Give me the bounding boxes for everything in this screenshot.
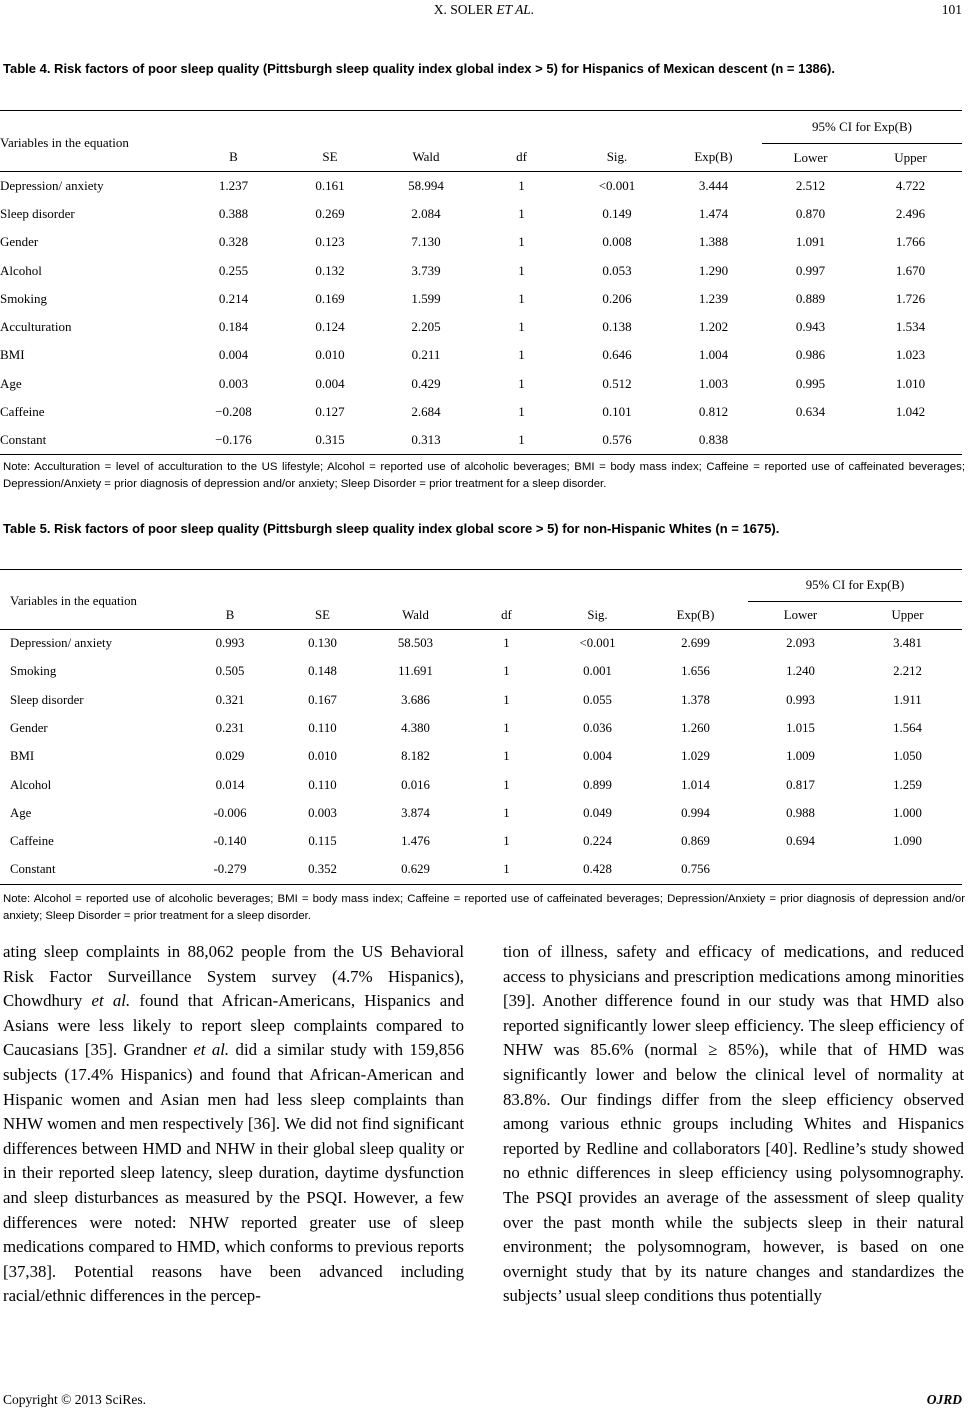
table4-value-cell: 0.214: [218, 290, 249, 306]
table4-value-cell: 1.766: [895, 234, 926, 250]
table5-value-cell: 0.756: [643, 856, 748, 884]
body-left-text-1: ating sleep complaints in 88,062 people from the US Behavioral Risk Factor Surveillance System survey (4.7% Hispanics), Chowdhury: [3, 942, 464, 1011]
table5-variable-cell: Sleep disorder: [10, 692, 84, 707]
table4-row: [0, 370, 962, 398]
table5-value-cell: 1: [503, 636, 510, 651]
table4-value-cell: −0.208: [215, 404, 252, 420]
table5-value-cell: 1: [503, 692, 510, 707]
table4-caption: Table 4. Risk factors of poor sleep quality (Pittsburgh sleep quality index global index > 5) for Hispanics of Mexican descent (n = 1386).: [3, 61, 835, 76]
table4-value-cell: 1.023: [895, 347, 926, 363]
table5-value-cell: -0.140: [213, 834, 247, 849]
table4-row: [0, 426, 962, 454]
table5-value-cell: 3.686: [401, 692, 430, 707]
table4-row: [0, 398, 962, 426]
table5-col-header: Wald: [370, 602, 461, 630]
table4-variable-cell: Constant: [0, 426, 185, 454]
table5-value-cell: 1.000: [893, 805, 922, 820]
table4-variable-cell: Acculturation: [0, 319, 72, 335]
table5-value-cell: 1.564: [893, 721, 922, 736]
table5-value-cell: 8.182: [401, 749, 430, 764]
body-left-etal-1: et al.: [91, 991, 131, 1011]
table4-value-cell: 0.149: [602, 205, 632, 221]
table4-value-cell: 0.255: [218, 262, 249, 278]
table4-value-cell: 0.328: [218, 234, 249, 250]
table4-value-cell: 1: [518, 347, 525, 363]
table4-col-header: df: [474, 144, 569, 172]
table5-row: [0, 828, 962, 856]
table5-value-cell: 3.481: [893, 636, 922, 651]
table4-value-cell: 0.124: [315, 319, 345, 335]
table5-value-cell: 1: [503, 664, 510, 679]
table5-value-cell: 0.036: [583, 721, 612, 736]
table4-value-cell: 1.010: [895, 375, 926, 391]
table5-value-cell: 1: [503, 749, 510, 764]
table5-value-cell: 0.352: [275, 856, 370, 884]
table5-value-cell: [853, 856, 962, 884]
table4-value-cell: 0.388: [218, 205, 249, 221]
table4-value-cell: 0.269: [315, 205, 345, 221]
table5-value-cell: 0.231: [215, 721, 245, 736]
table5-variable-cell: Depression/ anxiety: [10, 636, 112, 651]
table4-value-cell: 1.726: [895, 290, 926, 306]
table4-value-cell: 0.004: [218, 347, 249, 363]
page-number: 101: [941, 2, 962, 17]
table4-col-header: B: [185, 144, 282, 172]
body-text-left-column: [3, 940, 464, 1309]
table4-value-cell: 1: [518, 177, 525, 193]
table5-row: [0, 771, 962, 799]
table5-value-cell: 0.817: [786, 777, 815, 792]
running-header-authors: [0, 2, 968, 18]
table5-value-cell: 0.321: [215, 692, 245, 707]
table4-col-header: Exp(B): [665, 144, 762, 172]
table5-value-cell: 58.503: [397, 636, 434, 651]
table4-value-cell: 0.053: [602, 262, 632, 278]
table5-row: [0, 686, 962, 714]
table4-col-header: SE: [282, 144, 378, 172]
table4-value-cell: 1: [518, 404, 525, 420]
table5-variable-cell: Constant: [0, 856, 185, 884]
table5-value-cell: 0.004: [583, 749, 612, 764]
table4-value-cell: 0.576: [569, 426, 665, 454]
table5-value-cell: 0.003: [308, 805, 337, 820]
table5-col-header: SE: [275, 602, 370, 630]
table4-value-cell: 0.986: [795, 347, 826, 363]
table5-value-cell: 1.656: [681, 664, 710, 679]
table5-value-cell: 0.115: [308, 834, 337, 849]
body-text-right-column: [503, 940, 964, 1309]
table4-variable-cell: BMI: [0, 347, 25, 363]
table5-value-cell: 1.259: [893, 777, 922, 792]
table4-value-cell: 0.010: [315, 347, 345, 363]
table4-value-cell: 1: [518, 290, 525, 306]
table5-value-cell: 0.001: [583, 664, 612, 679]
table5-value-cell: 0.016: [401, 777, 430, 792]
table4-value-cell: 3.739: [411, 262, 441, 278]
table4-value-cell: [859, 426, 962, 454]
table5-col-header: df: [461, 602, 552, 630]
table4-row: [0, 200, 962, 228]
table5-value-cell: 1.260: [681, 721, 710, 736]
table4-value-cell: 0.315: [282, 426, 378, 454]
table4-value-cell: 3.444: [698, 177, 729, 193]
body-left-text-3: did a similar study with 159,856 subjects (17.4% Hispanics) and found that African-American and Hispanic women and Asian men had less sleep complaints than NHW women and men respectively [36]. We did not find significant differences between HMD and NHW in their global sleep quality or in their reported sleep latency, sleep duration, daytime dysfunction and sleep disturbances as measured by the PSQI. However, a few differences were noted: NHW reported greater use of sleep medications compared to HMD, which conforms to previous reports [37,38]. Potential reasons have been advanced including racial/ethnic differences in the percep-: [3, 1040, 464, 1306]
table4-value-cell: 0.646: [602, 347, 632, 363]
table4-variable-cell: Age: [0, 375, 22, 391]
table5-col-header: Exp(B): [643, 602, 748, 630]
table4-note: Note: Acculturation = level of acculturation to the US lifestyle; Alcohol = reported use of alcoholic beverages; BMI = body mass index; Caffeine = reported use of caffeinated beverages; Depression/Anxiety = prior diagnosis of depression and/or anxiety; Sleep Disorder = prior treatment for a sleep disorder.: [3, 461, 965, 490]
table5-value-cell: 1.476: [401, 834, 430, 849]
table5-row: [0, 799, 962, 827]
table5-col-header: B: [185, 602, 275, 630]
table4-variable-cell: Alcohol: [0, 262, 42, 278]
table5-variable-cell: Smoking: [10, 664, 57, 679]
table5-value-cell: -0.279: [185, 856, 275, 884]
table5-value-cell: 0.110: [308, 777, 337, 792]
table4-value-cell: 0.429: [411, 375, 441, 391]
table5-value-cell: 0.428: [552, 856, 643, 884]
table4-value-cell: 0.161: [315, 177, 345, 193]
table5-value-cell: 0.029: [215, 749, 245, 764]
table5-value-cell: 2.093: [786, 636, 815, 651]
table4-value-cell: 2.084: [411, 205, 441, 221]
table4-value-cell: 0.838: [665, 426, 762, 454]
table5-value-cell: 4.380: [401, 721, 430, 736]
table4-value-cell: 1.237: [218, 177, 249, 193]
table5-value-cell: 0.049: [583, 805, 612, 820]
table4-row: [0, 256, 962, 284]
table5-value-cell: 0.148: [308, 664, 337, 679]
table4-col-header: Wald: [378, 144, 474, 172]
copyright-notice: Copyright © 2013 SciRes.: [3, 1392, 147, 1407]
table4-value-cell: 2.684: [411, 404, 441, 420]
table5-value-cell: 0.899: [583, 777, 612, 792]
journal-abbrev: OJRD: [926, 1392, 962, 1407]
table5-row: [0, 856, 962, 884]
table5-value-cell: 0.993: [215, 636, 245, 651]
table5-value-cell: -0.006: [213, 805, 247, 820]
table4-value-cell: 4.722: [895, 177, 926, 193]
table4-value-cell: 0.123: [315, 234, 345, 250]
table5-col-header: Sig.: [552, 602, 643, 630]
table5-value-cell: 1.014: [681, 777, 710, 792]
table5-value-cell: 0.994: [681, 805, 710, 820]
table5-value-cell: 11.691: [398, 664, 433, 679]
table4-value-cell: 0.997: [795, 262, 826, 278]
table4-value-cell: 7.130: [411, 234, 441, 250]
table4-value-cell: 0.812: [698, 404, 729, 420]
table5-row: [0, 714, 962, 742]
table4-row: [0, 228, 962, 256]
table4-ci-header: 95% CI for Exp(B): [762, 111, 962, 144]
table5-note: Note: Alcohol = reported use of alcoholic beverages; BMI = body mass index; Caffeine = reported use of caffeinated beverages; Depression/Anxiety = prior diagnosis of depression and/or anxiety; Sleep Disorder = prior treatment for a sleep disorder.: [3, 893, 965, 922]
table4-row: [0, 341, 962, 369]
table5-value-cell: 1: [503, 805, 510, 820]
table4-value-cell: 2.512: [795, 177, 826, 193]
table5-value-cell: 0.055: [583, 692, 612, 707]
table4-value-cell: 0.169: [315, 290, 345, 306]
table5-value-cell: 1.029: [681, 749, 710, 764]
table4-value-cell: 0.184: [218, 319, 249, 335]
table5-variable-cell: Caffeine: [10, 834, 54, 849]
table4-col-header: Lower: [762, 144, 859, 172]
table4-value-cell: 1.670: [895, 262, 926, 278]
table4-value-cell: 1.091: [795, 234, 826, 250]
table5-ci-header: 95% CI for Exp(B): [748, 570, 962, 602]
table4-value-cell: 0.870: [795, 205, 826, 221]
table4-value-cell: 0.206: [602, 290, 632, 306]
table4-var-header: Variables in the equation: [0, 111, 185, 172]
table4-value-cell: 0.512: [602, 375, 632, 391]
table4-row: [0, 313, 962, 341]
table4-value-cell: 1.004: [698, 347, 729, 363]
table5-row: [0, 658, 962, 686]
table4-value-cell: 0.995: [795, 375, 826, 391]
table4-value-cell: 1.003: [698, 375, 729, 391]
table4-variable-cell: Gender: [0, 234, 39, 250]
table4-value-cell: 2.205: [411, 319, 441, 335]
table4-variable-cell: Depression/ anxiety: [0, 177, 104, 193]
table4-value-cell: 1: [518, 205, 525, 221]
table4-value-cell: 1.534: [895, 319, 926, 335]
table4-value-cell: 1.474: [698, 205, 729, 221]
table5-value-cell: 3.874: [401, 805, 430, 820]
body-right-text: tion of illness, safety and efficacy of medications, and reduced access to physicians and prescription medications among minorities [39]. Another difference found in our study was that HMD also reported significantly lower sleep efficiency. The sleep efficiency of NHW was 85.6% (normal ≥ 85%), while that of HMD was significantly lower and below the clinical level of normality at 83.8%. Our findings differ from the sleep efficiency observed among various ethnic groups including Whites and Hispanics reported by Redline and collaborators [40]. Redline’s study showed no ethnic differences in sleep efficiency using polysomnography. The PSQI provides an average of the assessment of sleep quality over the past month while the subjects sleep in their natural environment; the polysomnogram, however, is based on one overnight study that by its nature changes and standardizes the subjects’ usual sleep conditions thus potentially: [503, 942, 964, 1306]
authors-name: X. SOLER: [433, 2, 497, 17]
table5-value-cell: 1.240: [786, 664, 815, 679]
table5-value-cell: 1: [503, 834, 510, 849]
table4-variable-cell: Caffeine: [0, 404, 45, 420]
table5-value-cell: 0.869: [681, 834, 710, 849]
table4-value-cell: 0.634: [795, 404, 826, 420]
table5-variable-cell: Gender: [10, 721, 48, 736]
table4-value-cell: 0.003: [218, 375, 249, 391]
table5-value-cell: 0.010: [308, 749, 337, 764]
table5-value-cell: 0.110: [308, 721, 337, 736]
table5-var-header: Variables in the equation: [0, 570, 185, 630]
table4-value-cell: 0.313: [378, 426, 474, 454]
table5-value-cell: 0.993: [786, 692, 815, 707]
table4-col-header: Upper: [859, 144, 962, 172]
table5-row: [0, 743, 962, 771]
table5-value-cell: 1: [503, 721, 510, 736]
table4-value-cell: 1.042: [895, 404, 926, 420]
table4-value-cell: 0.211: [411, 347, 441, 363]
table5-value-cell: 0.629: [370, 856, 461, 884]
table5-value-cell: 1.015: [786, 721, 815, 736]
table4-value-cell: 1: [474, 426, 569, 454]
table4-value-cell: 1.388: [698, 234, 729, 250]
table5-value-cell: 2.699: [681, 636, 710, 651]
table5-caption: Table 5. Risk factors of poor sleep quality (Pittsburgh sleep quality index global score > 5) for non-Hispanic Whites (n = 1675).: [3, 521, 780, 536]
table4-value-cell: 0.943: [795, 319, 826, 335]
table4-value-cell: 0.008: [602, 234, 632, 250]
table5-value-cell: <0.001: [579, 636, 616, 651]
table4-value-cell: 1.239: [698, 290, 729, 306]
table4-variable-cell: Sleep disorder: [0, 205, 75, 221]
table4-value-cell: 1.599: [411, 290, 441, 306]
table5-value-cell: [748, 856, 853, 884]
table5-value-cell: 0.694: [786, 834, 815, 849]
table4-value-cell: 58.994: [408, 177, 444, 193]
table5-variable-cell: BMI: [10, 749, 35, 764]
table5-col-header: Lower: [748, 602, 853, 630]
table5-value-cell: 1.050: [893, 749, 922, 764]
table5-row: [0, 630, 962, 658]
body-left-etal-2: et al.: [193, 1040, 230, 1060]
table4-col-header: Sig.: [569, 144, 665, 172]
table5-value-cell: 1: [503, 777, 510, 792]
table4-row: [0, 285, 962, 313]
table5-value-cell: 0.224: [583, 834, 612, 849]
table5: [0, 569, 962, 885]
table5-value-cell: 1: [461, 856, 552, 884]
table5-col-header: Upper: [853, 602, 962, 630]
table5-value-cell: 0.167: [308, 692, 337, 707]
table5-value-cell: 1.378: [681, 692, 710, 707]
table4-value-cell: 0.101: [602, 404, 632, 420]
table4-value-cell: 1.202: [698, 319, 729, 335]
table5-value-cell: 1.911: [893, 692, 922, 707]
table4-value-cell: 0.004: [315, 375, 345, 391]
table5-value-cell: 0.014: [215, 777, 245, 792]
table4-value-cell: [762, 426, 859, 454]
table5-value-cell: 2.212: [893, 664, 922, 679]
table4-value-cell: 0.889: [795, 290, 826, 306]
table4-value-cell: <0.001: [598, 177, 636, 193]
table5-value-cell: 0.130: [308, 636, 337, 651]
table4-value-cell: 0.127: [315, 404, 345, 420]
table4-value-cell: 0.138: [602, 319, 632, 335]
table4-value-cell: 0.132: [315, 262, 345, 278]
table4-value-cell: 1: [518, 234, 525, 250]
table5-value-cell: 0.988: [786, 805, 815, 820]
running-header: [0, 2, 968, 24]
table4-value-cell: −0.176: [185, 426, 282, 454]
table5-variable-cell: Alcohol: [10, 777, 52, 792]
table5-variable-cell: Age: [10, 805, 32, 820]
table4-value-cell: 1: [518, 262, 525, 278]
table4-value-cell: 2.496: [895, 205, 926, 221]
table4: [0, 110, 962, 455]
table4-value-cell: 1: [518, 375, 525, 391]
table5-value-cell: 1.090: [893, 834, 922, 849]
table4-variable-cell: Smoking: [0, 290, 47, 306]
table4-value-cell: 1.290: [698, 262, 729, 278]
table5-value-cell: 0.505: [215, 664, 245, 679]
authors-etal: ET AL.: [496, 2, 535, 17]
body-left-text-2: found that African-Americans, Hispanics and Asians were less likely to report sleep complaints compared to Caucasians [35]. Grandner: [3, 991, 464, 1060]
table4-value-cell: 1: [518, 319, 525, 335]
table4-row: [0, 172, 962, 200]
table5-value-cell: 1.009: [786, 749, 815, 764]
